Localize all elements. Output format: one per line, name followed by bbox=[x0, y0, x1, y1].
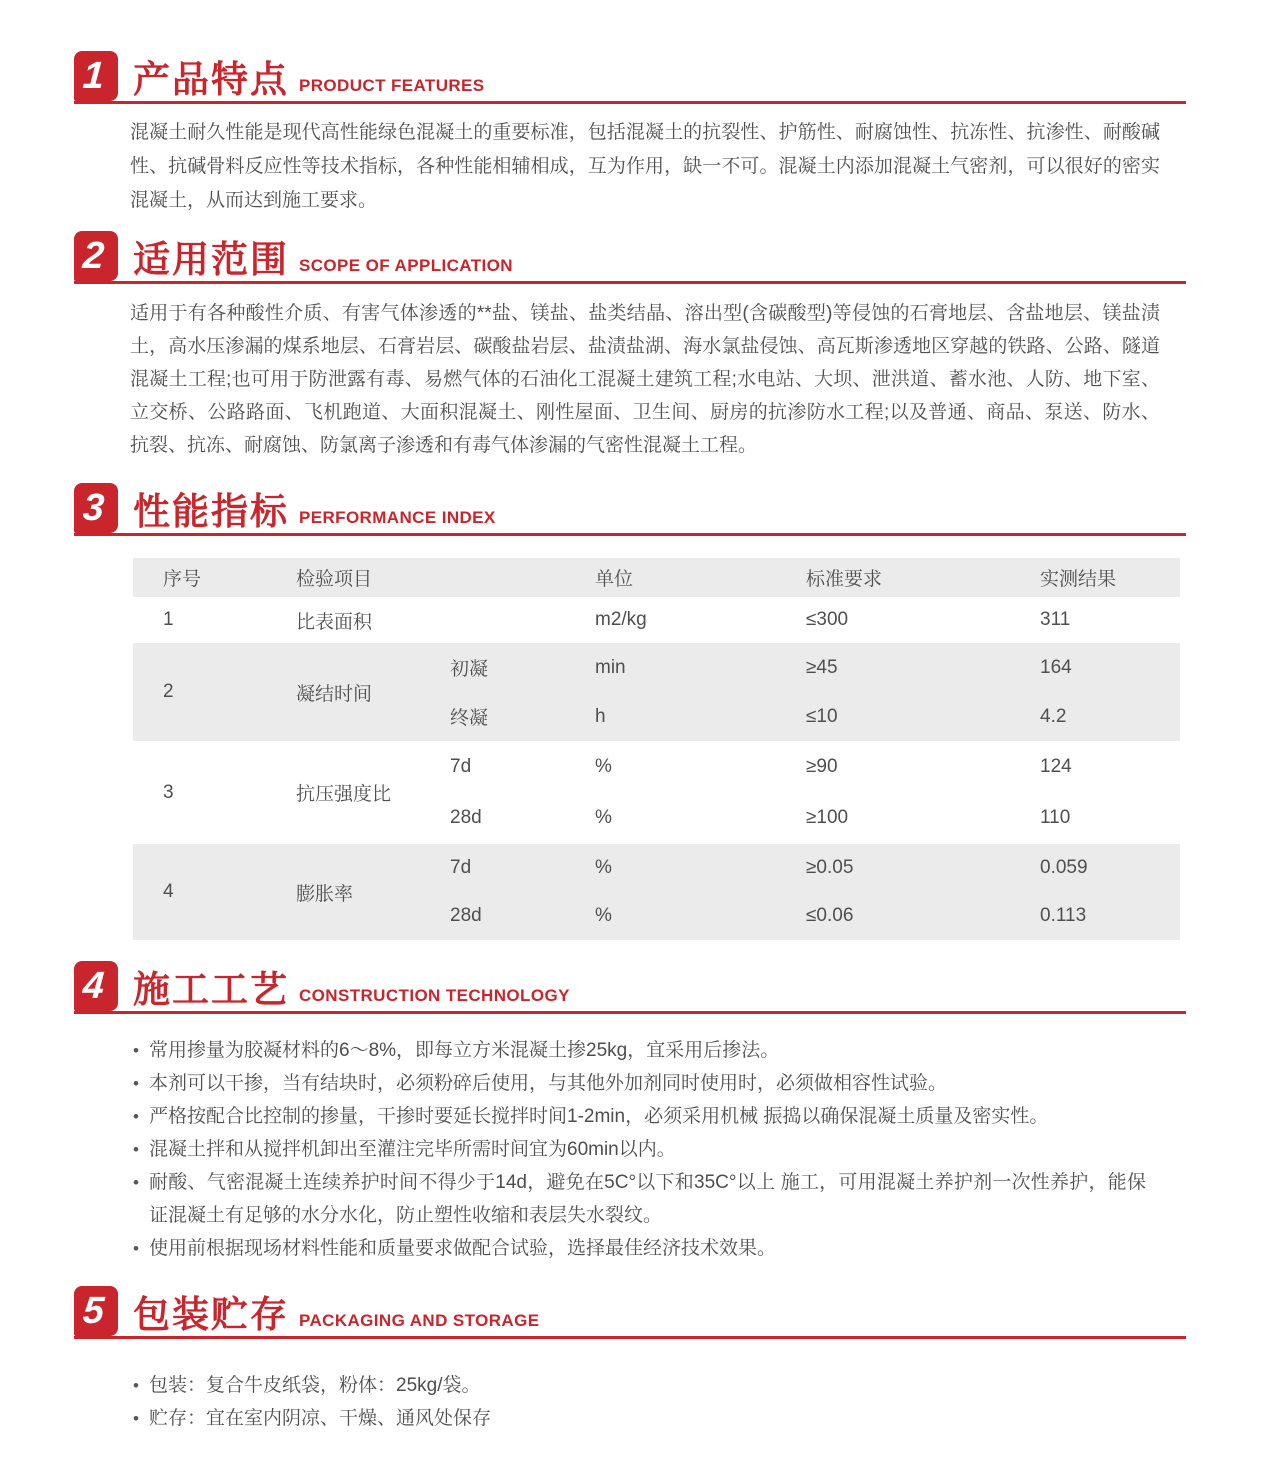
table-row bbox=[133, 741, 1180, 844]
cell-test-item: 比表面积 bbox=[296, 611, 373, 633]
cell-measured-result: 164 bbox=[1040, 656, 1072, 678]
cell-measured-result: 110 bbox=[1040, 807, 1071, 829]
cell-sub-item: 7d bbox=[450, 857, 472, 878]
section-5-title-cn: 包装贮存 bbox=[133, 1294, 289, 1335]
cell-unit: % bbox=[595, 807, 612, 829]
section-scope-of-application bbox=[74, 234, 1186, 462]
section-4-title-cn: 施工工艺 bbox=[133, 969, 289, 1010]
table-header-row bbox=[133, 558, 1180, 597]
section-1-number-badge bbox=[74, 51, 118, 101]
section-1-number: 1 bbox=[81, 55, 107, 97]
header-unit: 单位 bbox=[595, 569, 634, 590]
construction-steps-list bbox=[133, 1034, 1146, 1265]
cell-measured-result: 124 bbox=[1040, 755, 1072, 777]
cell-standard-requirement: ≥90 bbox=[806, 755, 838, 777]
cell-unit: % bbox=[595, 857, 612, 878]
cell-standard-requirement: ≥100 bbox=[806, 807, 849, 829]
cell-sub-item: 28d bbox=[450, 905, 482, 926]
section-2-number: 2 bbox=[81, 235, 107, 277]
cell-serial: 4 bbox=[163, 881, 174, 902]
section-1-heading bbox=[74, 54, 1186, 104]
section-2-title-cn: 适用范围 bbox=[133, 239, 289, 280]
list-item: • 使用前根据现场材料性能和质量要求做配合试验，选择最佳经济技术效果。 bbox=[133, 1232, 1146, 1265]
section-2-number-badge bbox=[74, 231, 118, 281]
cell-serial: 3 bbox=[163, 781, 174, 803]
cell-serial: 1 bbox=[163, 609, 174, 630]
cell-sub-item: 终凝 bbox=[450, 708, 489, 729]
cell-standard-requirement: ≤300 bbox=[806, 609, 849, 630]
section-4-title-en: CONSTRUCTION TECHNOLOGY bbox=[299, 986, 570, 1005]
section-5-number: 5 bbox=[81, 1290, 107, 1332]
section-3-heading bbox=[74, 486, 1186, 536]
section-1-title-en: PRODUCT FEATURES bbox=[299, 76, 485, 95]
section-4-number: 4 bbox=[81, 965, 107, 1007]
list-item: • 常用掺量为胶凝材料的6～8%，即每立方米混凝土掺25kg，宜采用后掺法。 bbox=[133, 1034, 1146, 1067]
cell-unit: % bbox=[595, 755, 612, 777]
cell-unit: % bbox=[595, 905, 612, 926]
cell-standard-requirement: ≤0.06 bbox=[806, 905, 854, 926]
section-1-paragraph: 混凝土耐久性能是现代高性能绿色混凝土的重要标准，包括混凝土的抗裂性、护筋性、耐腐蚀性、抗冻性、抗渗性、耐酸碱性、抗碱骨料反应性等技术指标，各种性能相辅相成，互为作用，缺一不可。混凝土内添加混凝土气密剂，可以很好的密实混凝土，从而达到施工要求。 bbox=[130, 122, 1160, 211]
section-2-heading bbox=[74, 234, 1186, 284]
header-serial: 序号 bbox=[163, 569, 202, 590]
section-packaging-and-storage bbox=[74, 1289, 1186, 1435]
list-item: • 混凝土拌和从搅拌机卸出至灌注完毕所需时间宜为60min以内。 bbox=[133, 1133, 1146, 1166]
cell-test-item: 抗压强度比 bbox=[296, 784, 392, 805]
cell-serial: 2 bbox=[163, 681, 174, 702]
cell-measured-result: 311 bbox=[1040, 609, 1071, 630]
table-row bbox=[133, 844, 1180, 940]
table-row bbox=[133, 597, 1180, 643]
list-item: • 本剂可以干掺，当有结块时，必须粉碎后使用，与其他外加剂同时使用时，必须做相容性试验。 bbox=[133, 1067, 1146, 1100]
cell-sub-item: 7d bbox=[450, 755, 472, 777]
section-3-title-cn: 性能指标 bbox=[133, 491, 289, 532]
cell-test-item: 膨胀率 bbox=[296, 883, 354, 905]
list-item: • 贮存：宜在室内阴凉、干燥、通风处保存 bbox=[133, 1402, 1146, 1435]
cell-sub-item: 初凝 bbox=[450, 659, 489, 680]
section-2-title-en: SCOPE OF APPLICATION bbox=[299, 256, 513, 275]
cell-test-item: 凝结时间 bbox=[296, 683, 373, 705]
section-3-title-en: PERFORMANCE INDEX bbox=[299, 508, 496, 527]
cell-unit: h bbox=[595, 705, 606, 727]
header-standard-requirement: 标准要求 bbox=[806, 569, 883, 590]
section-construction-technology bbox=[74, 964, 1186, 1265]
cell-standard-requirement: ≥45 bbox=[806, 656, 838, 678]
section-3-number: 3 bbox=[81, 487, 107, 529]
table-row bbox=[133, 643, 1180, 741]
packaging-storage-list bbox=[133, 1369, 1146, 1435]
cell-standard-requirement: ≤10 bbox=[806, 705, 838, 727]
cell-measured-result: 0.059 bbox=[1040, 857, 1088, 878]
list-item: • 包装：复合牛皮纸袋，粉体：25kg/袋。 bbox=[133, 1369, 1146, 1402]
section-1-title-cn: 产品特点 bbox=[133, 59, 289, 100]
list-item: • 耐酸、气密混凝土连续养护时间不得少于14d，避免在5C°以下和35C°以上 施工，可用混凝土养护剂一次性养护，能保证混凝土有足够的水分水化，防止塑性收缩和表层失水裂纹。 bbox=[133, 1166, 1146, 1232]
section-product-features bbox=[74, 54, 1186, 218]
cell-measured-result: 4.2 bbox=[1040, 705, 1067, 727]
performance-table bbox=[133, 558, 1180, 940]
cell-unit: min bbox=[595, 656, 626, 678]
cell-unit: m2/kg bbox=[595, 609, 647, 630]
cell-standard-requirement: ≥0.05 bbox=[806, 857, 854, 878]
list-item: • 严格按配合比控制的掺量，干掺时要延长搅拌时间1-2min，必须采用机械 振捣以确保混凝土质量及密实性。 bbox=[133, 1100, 1146, 1133]
section-2-paragraph: 适用于有各种酸性介质、有害气体渗透的**盐、镁盐、盐类结晶、溶出型(含碳酸型)等侵蚀的石膏地层、含盐地层、镁盐渍土，高水压渗漏的煤系地层、石膏岩层、碳酸盐岩层、盐渍盐湖、海水氯盐侵蚀、高瓦斯渗透地区穿越的铁路、公路、隧道混凝土工程;也可用于防泄露有毒、易燃气体的石油化工混凝土建筑工程;水电站、大坝、泄洪道、蓄水池、人防、地下室、立交桥、公路路面、飞机跑道、大面积混凝土、刚性屋面、卫生间、厨房的抗渗防水工程;以及普通、商品、泵送、防水、抗裂、抗冻、耐腐蚀、防氯离子渗透和有毒气体渗漏的气密性混凝土工程。 bbox=[130, 303, 1160, 456]
section-5-number-badge bbox=[74, 1286, 118, 1336]
section-performance-index bbox=[74, 486, 1186, 940]
section-4-heading bbox=[74, 964, 1186, 1014]
section-4-number-badge bbox=[74, 961, 118, 1011]
section-5-heading bbox=[74, 1289, 1186, 1339]
product-datasheet-page bbox=[74, 0, 1186, 1435]
cell-sub-item: 28d bbox=[450, 807, 482, 829]
header-test-item: 检验项目 bbox=[296, 569, 373, 590]
section-5-title-en: PACKAGING AND STORAGE bbox=[299, 1311, 540, 1330]
section-3-number-badge bbox=[74, 483, 118, 533]
cell-sub-item bbox=[430, 597, 575, 643]
cell-measured-result: 0.113 bbox=[1040, 905, 1087, 926]
header-measured-result: 实测结果 bbox=[1040, 569, 1117, 590]
